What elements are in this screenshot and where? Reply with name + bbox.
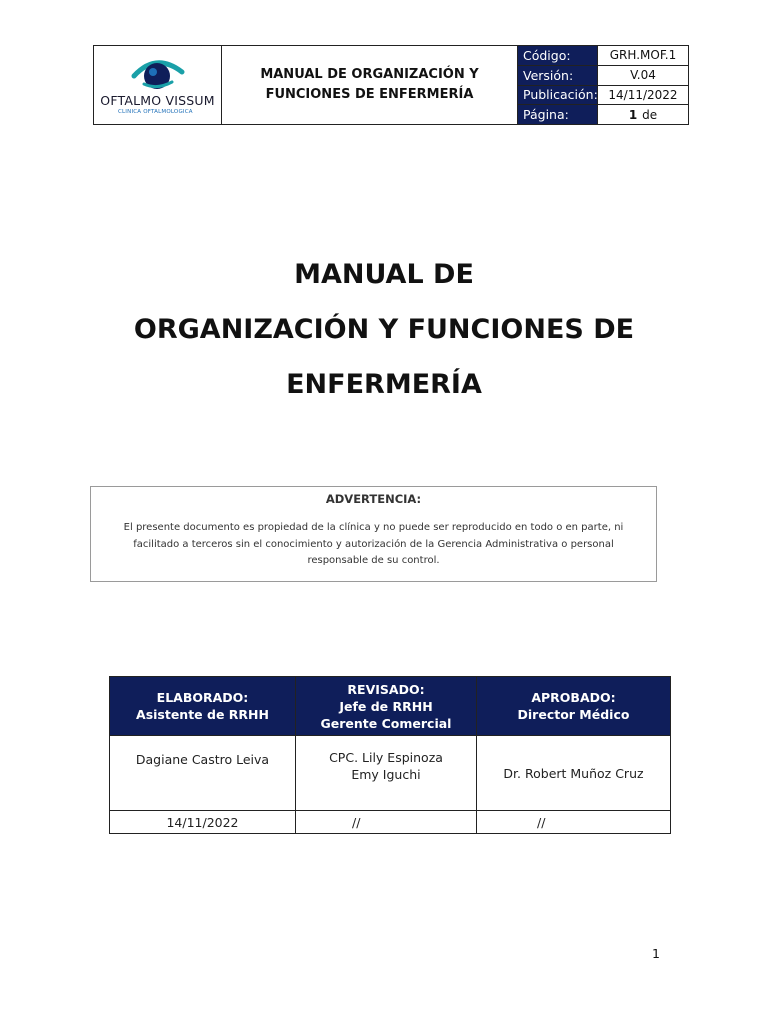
header-line: Gerente Comercial	[320, 715, 452, 731]
document-header	[93, 45, 689, 125]
page-number: 1	[652, 946, 660, 961]
logo-name: OFTALMO VISSUM	[100, 93, 215, 108]
warning-title: ADVERTENCIA:	[325, 492, 422, 506]
logo-subtitle: CLINICA OFTALMOLOGICA	[118, 109, 193, 115]
warning-box	[90, 486, 657, 582]
meta-label: Código:	[518, 46, 598, 65]
aprobado-header	[477, 677, 671, 736]
elaborado-header	[110, 677, 296, 736]
logo-cell	[94, 46, 222, 124]
meta-value: GRH.MOF.1	[609, 48, 677, 63]
revisado-header	[296, 677, 477, 736]
approval-dates-row	[110, 811, 671, 834]
approval-header-row	[110, 677, 671, 736]
header-title-line-1: MANUAL DE ORGANIZACIÓN Y	[260, 67, 479, 82]
header-line: ELABORADO:	[156, 690, 249, 705]
approval-names-row	[110, 736, 671, 811]
meta-value: 14/11/2022	[608, 87, 678, 102]
meta-label: Publicación:	[518, 86, 598, 105]
document-meta	[518, 46, 688, 124]
meta-value	[598, 105, 688, 124]
warning-text: El presente documento es propiedad de la clínica y no puede ser reproducido en todo o en parte, ni facilitado a terceros sin el conocimiento y autorización de la Gerencia Administrativa o personal responsable de su control.	[123, 522, 624, 566]
meta-row-publication	[518, 86, 688, 106]
meta-row-code	[518, 46, 688, 66]
name-line: CPC. Lily Espinoza	[329, 750, 443, 765]
meta-label: Versión:	[518, 66, 598, 85]
meta-value: V.04	[630, 68, 656, 83]
revisado-date: //	[296, 811, 477, 834]
header-line: APROBADO:	[531, 690, 616, 705]
header-line: Director Médico	[517, 707, 630, 722]
main-title-line-1: MANUAL DE	[294, 259, 474, 290]
elaborado-date: 14/11/2022	[110, 811, 296, 834]
page-current: 1	[628, 107, 638, 122]
name-line: Dr. Robert Muñoz Cruz	[503, 765, 644, 781]
header-title-line-2: FUNCIONES DE ENFERMERÍA	[265, 87, 474, 102]
eye-logo-icon	[126, 58, 186, 92]
meta-row-version	[518, 66, 688, 86]
page-of: de	[642, 107, 658, 122]
meta-label: Página:	[518, 105, 598, 124]
header-line: REVISADO:	[347, 681, 425, 697]
main-title-line-3: ENFERMERÍA	[286, 369, 482, 400]
header-title	[222, 46, 518, 124]
name-line: Emy Iguchi	[351, 767, 421, 782]
approval-table	[109, 676, 671, 834]
main-title-line-2: ORGANIZACIÓN Y FUNCIONES DE	[133, 314, 635, 345]
header-line: Jefe de RRHH	[339, 698, 433, 714]
aprobado-name	[477, 736, 671, 811]
aprobado-date: //	[477, 811, 671, 834]
meta-row-page	[518, 105, 688, 124]
name-line: Dagiane Castro Leiva	[135, 752, 270, 767]
header-line: Asistente de RRHH	[136, 707, 269, 722]
elaborado-name	[110, 736, 296, 811]
revisado-name	[296, 736, 477, 811]
